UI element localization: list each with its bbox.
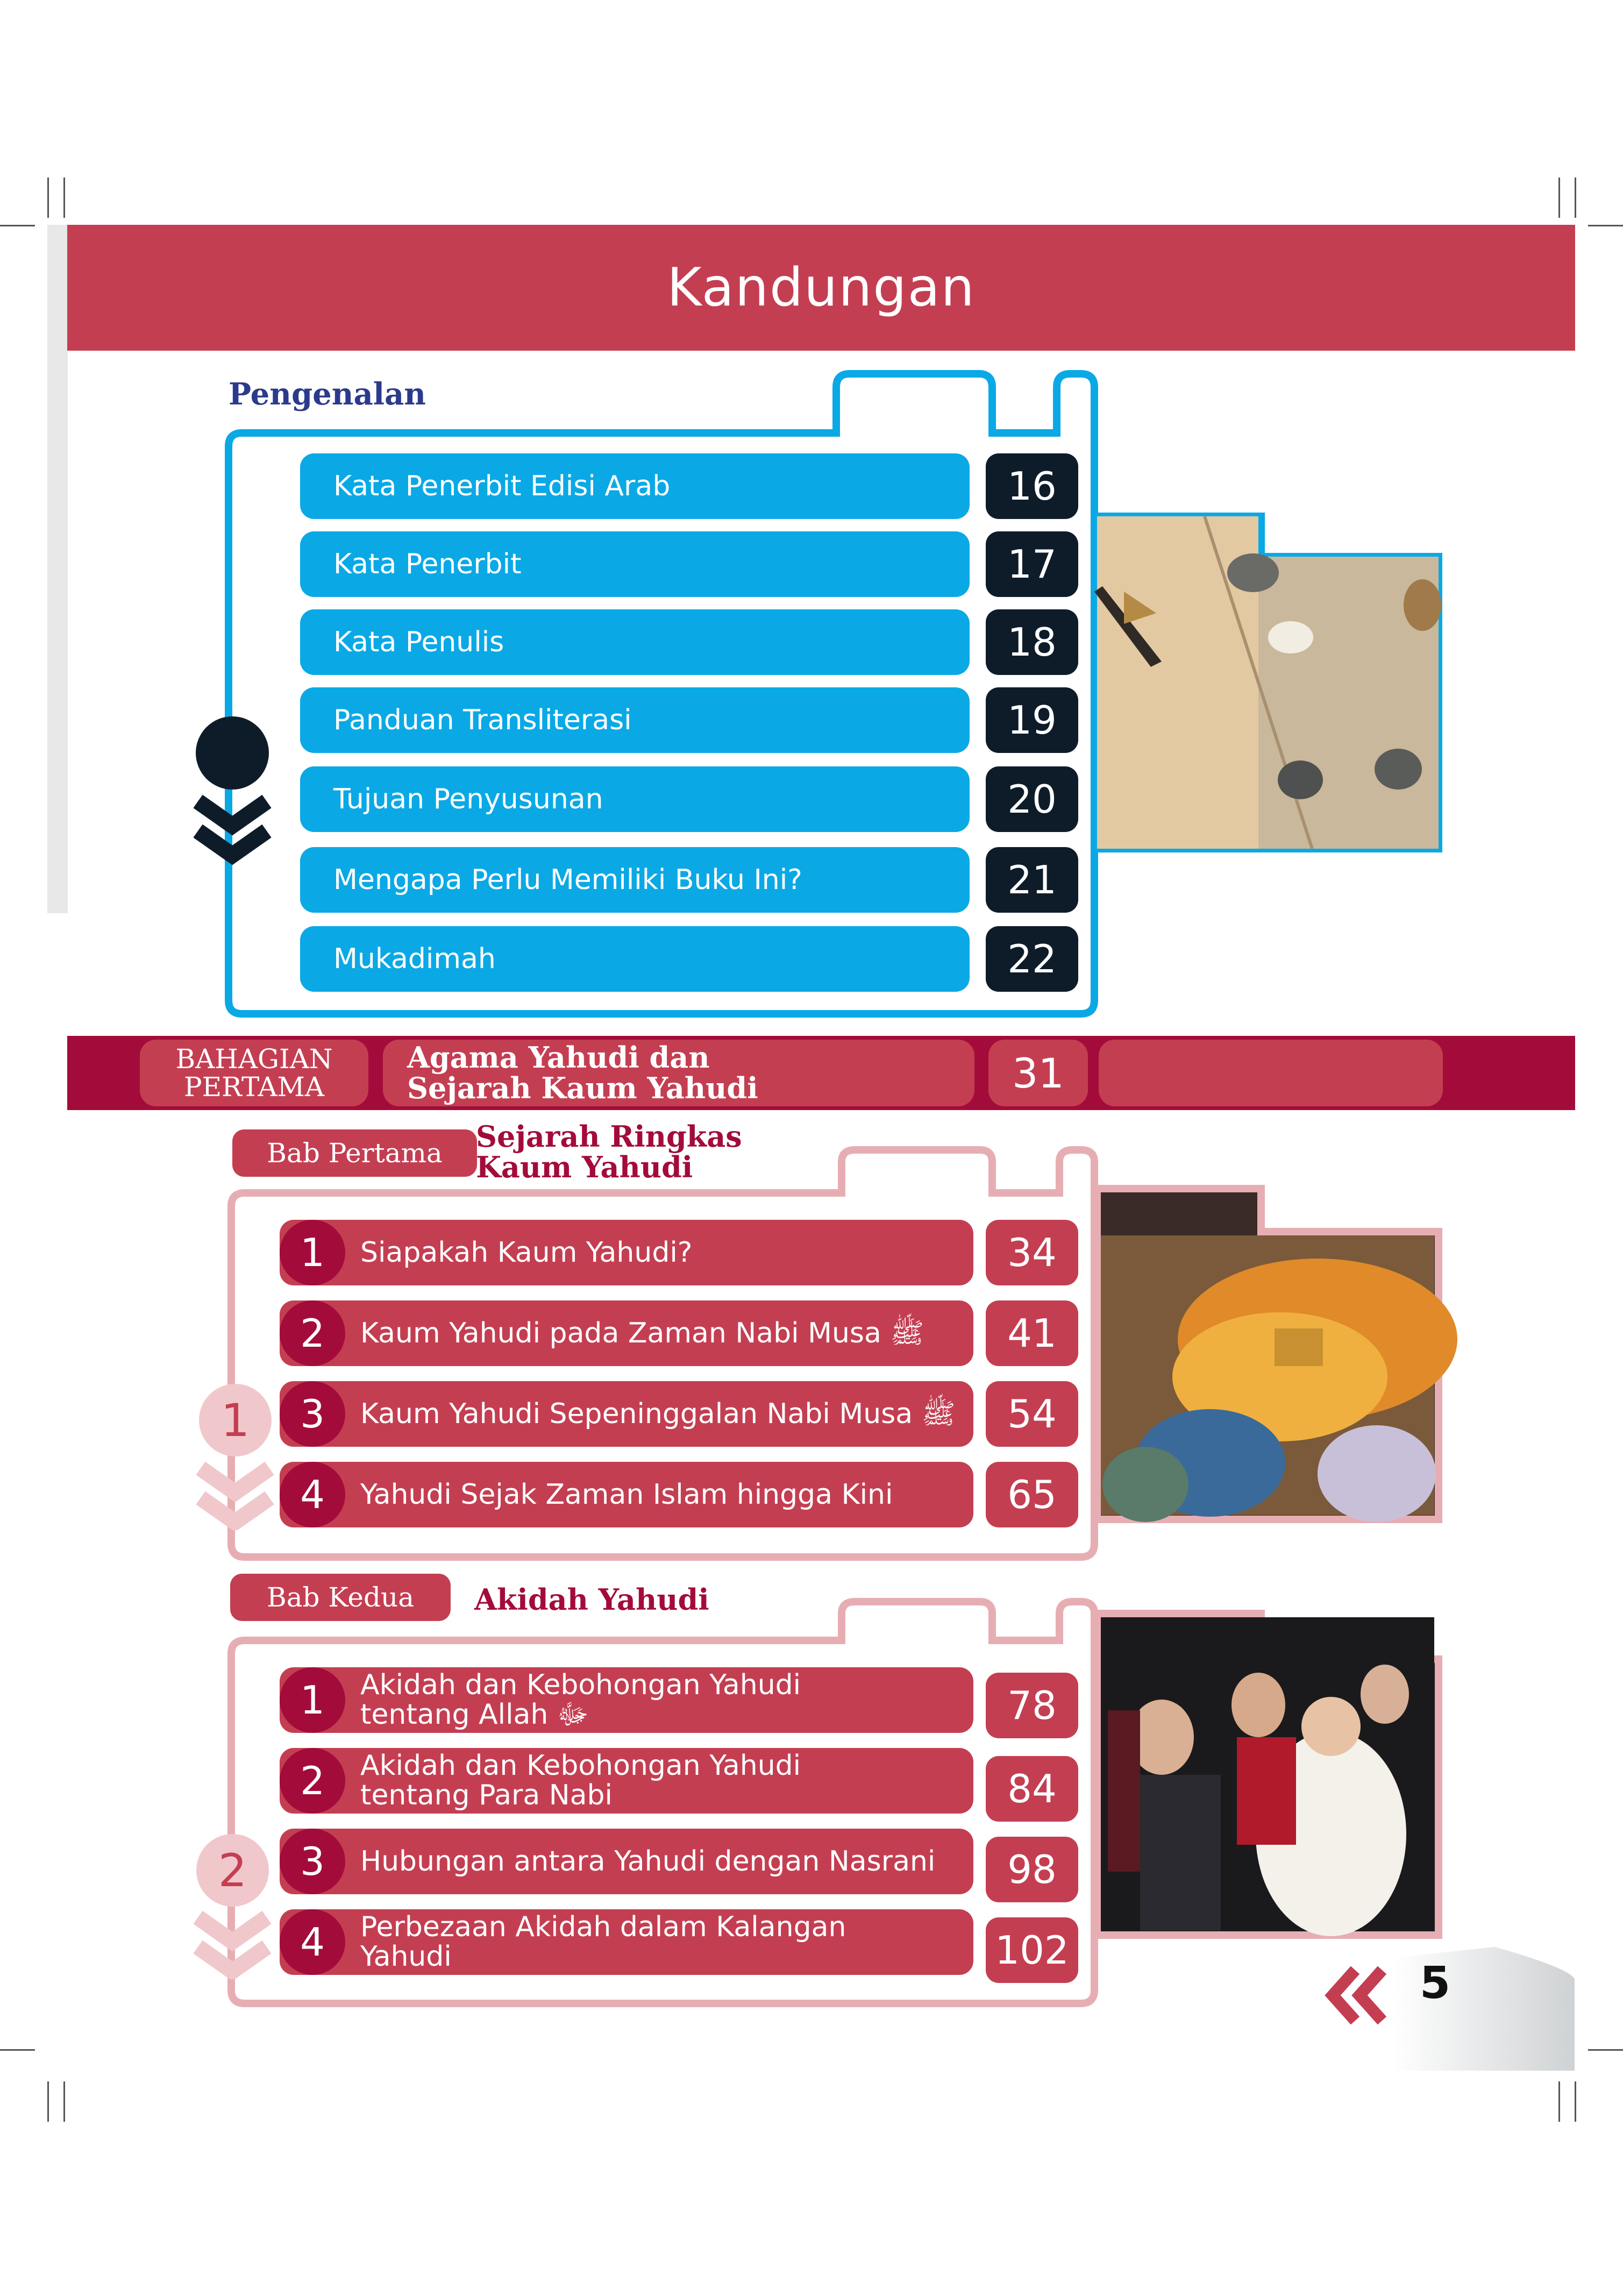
toc-item-label: Mukadimah xyxy=(333,943,496,975)
toc-page-number: 41 xyxy=(986,1300,1078,1366)
crop-mark xyxy=(63,2081,65,2122)
toc-page-number: 19 xyxy=(986,687,1078,753)
toc-page-number: 16 xyxy=(986,453,1078,519)
chapter1-label: Bab Pertama xyxy=(232,1129,477,1177)
toc-item-number: 3 xyxy=(280,1381,345,1447)
crop-mark xyxy=(0,2049,35,2051)
toc-item-label: Hubungan antara Yahudi dengan Nasrani xyxy=(360,1845,936,1878)
toc-page-number: 84 xyxy=(986,1756,1078,1822)
toc-item[interactable] xyxy=(280,1909,973,1975)
toc-item[interactable] xyxy=(280,1667,973,1733)
toc-page-number: 102 xyxy=(986,1917,1078,1983)
toc-page-number: 54 xyxy=(986,1381,1078,1447)
toc-item-number: 2 xyxy=(280,1748,345,1814)
toc-item-label: Akidah dan Kebohongan Yahudi tentang Para Nabi xyxy=(360,1750,801,1811)
crop-mark xyxy=(1575,2081,1576,2122)
toc-item-label: Panduan Transliterasi xyxy=(333,704,632,736)
toc-page-number: 78 xyxy=(986,1673,1078,1738)
toc-item-label: Kaum Yahudi pada Zaman Nabi Musa ﷺ xyxy=(360,1317,924,1349)
chapter1-number: 1 xyxy=(199,1384,272,1456)
intro-section-label: Pengenalan xyxy=(229,376,426,412)
toc-page-number: 34 xyxy=(986,1220,1078,1285)
part-title[interactable]: Agama Yahudi dan Sejarah Kaum Yahudi xyxy=(383,1040,974,1106)
crop-mark xyxy=(1588,2049,1623,2051)
toc-item-label: Mengapa Perlu Memiliki Buku Ini? xyxy=(333,864,802,896)
back-chevron-icon[interactable] xyxy=(1323,1966,1393,2025)
toc-item-label: Kaum Yahudi Sepeninggalan Nabi Musa ﷺ xyxy=(360,1397,956,1430)
toc-item-label: Kata Penerbit xyxy=(333,548,522,580)
toc-item-number: 1 xyxy=(280,1667,345,1733)
chapter1-title: Sejarah Ringkas Kaum Yahudi xyxy=(476,1119,742,1184)
toc-item-label: Siapakah Kaum Yahudi? xyxy=(360,1236,693,1269)
page-title: Kandungan xyxy=(667,257,976,318)
toc-item-label: Yahudi Sejak Zaman Islam hingga Kini xyxy=(360,1478,893,1511)
crop-mark xyxy=(1558,2081,1560,2122)
toc-page-number: 22 xyxy=(986,926,1078,992)
toc-item-label: Akidah dan Kebohongan Yahudi tentang Allah ﷻ xyxy=(360,1669,801,1731)
toc-item-label: Kata Penerbit Edisi Arab xyxy=(333,470,671,502)
chapter2-number: 2 xyxy=(196,1834,269,1907)
toc-item-number: 2 xyxy=(280,1300,345,1366)
toc-page-number: 65 xyxy=(986,1462,1078,1527)
toc-item-number: 3 xyxy=(280,1829,345,1894)
toc-item-label: Tujuan Penyusunan xyxy=(333,783,603,815)
toc-page-number: 18 xyxy=(986,609,1078,675)
chapter-chevron-decoration xyxy=(194,1909,274,1979)
toc-page-number: 20 xyxy=(986,766,1078,832)
toc-item[interactable] xyxy=(280,1748,973,1814)
toc-item-number: 1 xyxy=(280,1220,345,1285)
footer-corner-shape xyxy=(1387,1942,1576,2071)
toc-item-number: 4 xyxy=(280,1909,345,1975)
page-number: 5 xyxy=(1420,1958,1451,2009)
chapter2-title: Akidah Yahudi xyxy=(474,1582,709,1617)
part-page-number: 31 xyxy=(988,1040,1088,1106)
crop-mark xyxy=(47,2081,49,2122)
toc-page-number: 17 xyxy=(986,531,1078,597)
toc-item-number: 4 xyxy=(280,1462,345,1527)
toc-item-label: Perbezaan Akidah dalam Kalangan Yahudi xyxy=(360,1911,846,1973)
part-label: BAHAGIAN PERTAMA xyxy=(140,1040,368,1106)
toc-item[interactable] xyxy=(280,1829,973,1894)
toc-page-number: 98 xyxy=(986,1837,1078,1902)
toc-page-number: 21 xyxy=(986,847,1078,913)
chapter2-label: Bab Kedua xyxy=(230,1574,451,1621)
toc-item-label: Kata Penulis xyxy=(333,626,504,658)
